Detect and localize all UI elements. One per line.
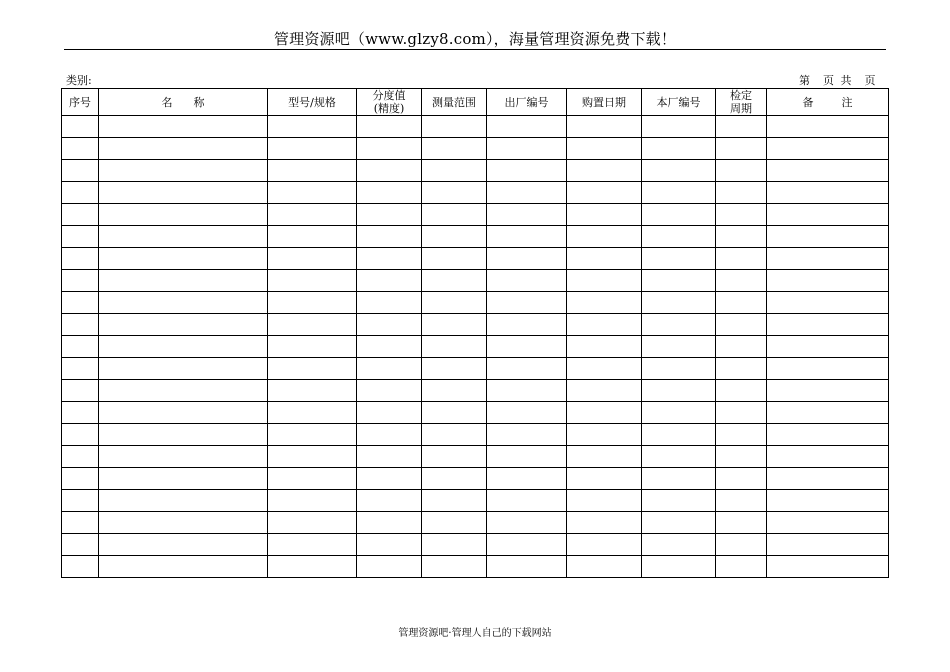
- table-cell: [767, 534, 889, 556]
- table-cell: [99, 380, 268, 402]
- table-cell: [716, 160, 767, 182]
- category-label: 类别:: [66, 74, 92, 87]
- table-cell: [357, 204, 422, 226]
- table-cell: [62, 138, 99, 160]
- table-row: [62, 380, 889, 402]
- table-cell: [357, 512, 422, 534]
- table-cell: [567, 182, 642, 204]
- table-cell: [357, 402, 422, 424]
- table-cell: [62, 490, 99, 512]
- table-cell: [422, 556, 487, 578]
- column-header-model-spec: 型号/规格: [268, 89, 357, 116]
- table-cell: [767, 336, 889, 358]
- table-cell: [99, 248, 268, 270]
- table-cell: [487, 336, 567, 358]
- table-cell: [422, 402, 487, 424]
- table-cell: [487, 160, 567, 182]
- table-cell: [487, 534, 567, 556]
- table-row: [62, 534, 889, 556]
- table-row: [62, 292, 889, 314]
- table-cell: [487, 248, 567, 270]
- table-cell: [716, 534, 767, 556]
- table-cell: [716, 402, 767, 424]
- table-row: [62, 314, 889, 336]
- table-cell: [642, 292, 716, 314]
- table-cell: [268, 402, 357, 424]
- table-cell: [62, 556, 99, 578]
- table-row: [62, 358, 889, 380]
- table-cell: [268, 270, 357, 292]
- table-row: [62, 182, 889, 204]
- table-cell: [422, 270, 487, 292]
- table-cell: [716, 248, 767, 270]
- table-cell: [487, 138, 567, 160]
- table-cell: [62, 314, 99, 336]
- table-cell: [357, 468, 422, 490]
- table-cell: [357, 226, 422, 248]
- page-footer: 管理资源吧·管理人自己的下载网站: [398, 628, 552, 639]
- table-cell: [357, 292, 422, 314]
- table-cell: [767, 380, 889, 402]
- table-cell: [357, 490, 422, 512]
- table-cell: [99, 556, 268, 578]
- table-cell: [268, 556, 357, 578]
- table-cell: [767, 468, 889, 490]
- table-cell: [268, 336, 357, 358]
- table-cell: [99, 468, 268, 490]
- table-cell: [642, 160, 716, 182]
- table-cell: [567, 270, 642, 292]
- table-cell: [567, 424, 642, 446]
- table-row: [62, 116, 889, 138]
- table-cell: [422, 490, 487, 512]
- table-cell: [767, 116, 889, 138]
- table-cell: [716, 380, 767, 402]
- table-row: [62, 446, 889, 468]
- table-cell: [767, 556, 889, 578]
- table-cell: [716, 358, 767, 380]
- table-cell: [268, 226, 357, 248]
- table-cell: [422, 116, 487, 138]
- table-cell: [487, 182, 567, 204]
- table-cell: [357, 182, 422, 204]
- column-header-calibration-period: [716, 89, 767, 116]
- table-cell: [716, 182, 767, 204]
- table-cell: [99, 314, 268, 336]
- column-header-calibration-line1: 检定: [730, 89, 752, 102]
- table-cell: [268, 534, 357, 556]
- table-cell: [567, 116, 642, 138]
- table-cell: [99, 424, 268, 446]
- table-cell: [487, 204, 567, 226]
- table-cell: [642, 556, 716, 578]
- table-cell: [642, 204, 716, 226]
- table-cell: [62, 160, 99, 182]
- table-cell: [268, 446, 357, 468]
- table-cell: [767, 358, 889, 380]
- table-cell: [716, 204, 767, 226]
- table-cell: [642, 138, 716, 160]
- table-cell: [99, 534, 268, 556]
- table-cell: [642, 490, 716, 512]
- table-body: [62, 116, 889, 578]
- table-cell: [357, 314, 422, 336]
- column-header-remarks: 备 注: [767, 89, 889, 116]
- table-cell: [99, 446, 268, 468]
- table-cell: [767, 160, 889, 182]
- table-cell: [567, 512, 642, 534]
- table-cell: [716, 556, 767, 578]
- table-cell: [642, 512, 716, 534]
- table-row: [62, 138, 889, 160]
- table-cell: [422, 468, 487, 490]
- table-cell: [62, 402, 99, 424]
- table-cell: [268, 490, 357, 512]
- table-cell: [767, 424, 889, 446]
- table-cell: [716, 226, 767, 248]
- table-cell: [62, 116, 99, 138]
- table-cell: [268, 424, 357, 446]
- table-cell: [99, 490, 268, 512]
- instrument-register-table: [61, 88, 889, 578]
- table-cell: [642, 182, 716, 204]
- table-cell: [767, 512, 889, 534]
- table-row: [62, 402, 889, 424]
- table-cell: [422, 160, 487, 182]
- table-cell: [62, 248, 99, 270]
- table-header-row: [62, 89, 889, 116]
- table-row: [62, 160, 889, 182]
- column-header-name: 名 称: [99, 89, 268, 116]
- table-cell: [642, 424, 716, 446]
- column-header-resolution: [357, 89, 422, 116]
- table-cell: [642, 270, 716, 292]
- table-cell: [642, 248, 716, 270]
- table-cell: [567, 138, 642, 160]
- table-cell: [62, 204, 99, 226]
- table-row: [62, 226, 889, 248]
- table-row: [62, 270, 889, 292]
- table-cell: [767, 270, 889, 292]
- table-cell: [642, 468, 716, 490]
- table-row: [62, 556, 889, 578]
- table-cell: [62, 292, 99, 314]
- table-cell: [422, 138, 487, 160]
- table-cell: [567, 380, 642, 402]
- table-cell: [642, 446, 716, 468]
- table-cell: [268, 292, 357, 314]
- table-row: [62, 204, 889, 226]
- table-cell: [767, 446, 889, 468]
- table-cell: [268, 138, 357, 160]
- table-cell: [487, 380, 567, 402]
- column-header-internal-number: 本厂编号: [642, 89, 716, 116]
- table-cell: [62, 380, 99, 402]
- table-cell: [567, 160, 642, 182]
- table-cell: [62, 182, 99, 204]
- table-cell: [99, 292, 268, 314]
- table-cell: [422, 512, 487, 534]
- table-cell: [62, 468, 99, 490]
- table-cell: [487, 314, 567, 336]
- table-cell: [422, 226, 487, 248]
- table-cell: [357, 336, 422, 358]
- table-cell: [487, 402, 567, 424]
- table-cell: [642, 336, 716, 358]
- table-cell: [716, 446, 767, 468]
- table-cell: [567, 248, 642, 270]
- table-cell: [422, 446, 487, 468]
- table-cell: [99, 116, 268, 138]
- table-cell: [567, 336, 642, 358]
- table-cell: [357, 248, 422, 270]
- table-cell: [422, 358, 487, 380]
- table-cell: [716, 314, 767, 336]
- table-cell: [268, 182, 357, 204]
- table-cell: [716, 116, 767, 138]
- table-cell: [268, 204, 357, 226]
- table-cell: [716, 424, 767, 446]
- table-cell: [642, 314, 716, 336]
- table-cell: [716, 336, 767, 358]
- table-cell: [62, 512, 99, 534]
- table-cell: [487, 446, 567, 468]
- table-row: [62, 336, 889, 358]
- table-cell: [422, 534, 487, 556]
- table-cell: [62, 424, 99, 446]
- table-row: [62, 512, 889, 534]
- table-cell: [99, 512, 268, 534]
- column-header-serial-no: 序号: [62, 89, 99, 116]
- table-cell: [567, 358, 642, 380]
- table-cell: [357, 380, 422, 402]
- table-cell: [487, 116, 567, 138]
- table-cell: [422, 314, 487, 336]
- table-cell: [99, 358, 268, 380]
- table-cell: [62, 534, 99, 556]
- table-cell: [642, 402, 716, 424]
- table-cell: [716, 270, 767, 292]
- table-cell: [487, 468, 567, 490]
- table-cell: [422, 336, 487, 358]
- table-cell: [62, 336, 99, 358]
- table-cell: [357, 534, 422, 556]
- table-row: [62, 490, 889, 512]
- table-cell: [716, 292, 767, 314]
- page-count-label: 第 页 共 页: [799, 74, 876, 87]
- table-cell: [487, 358, 567, 380]
- column-header-resolution-line2: (精度): [373, 102, 405, 115]
- table-cell: [99, 270, 268, 292]
- table-cell: [422, 292, 487, 314]
- table-cell: [99, 204, 268, 226]
- table-cell: [642, 534, 716, 556]
- table-cell: [567, 490, 642, 512]
- table-cell: [268, 468, 357, 490]
- table-cell: [357, 116, 422, 138]
- table-cell: [716, 490, 767, 512]
- table-cell: [268, 116, 357, 138]
- table-cell: [487, 424, 567, 446]
- table-cell: [642, 380, 716, 402]
- table-cell: [268, 314, 357, 336]
- table-cell: [716, 138, 767, 160]
- table-cell: [642, 116, 716, 138]
- table-cell: [767, 314, 889, 336]
- table-cell: [422, 424, 487, 446]
- table-cell: [767, 138, 889, 160]
- table-cell: [487, 512, 567, 534]
- table-cell: [567, 534, 642, 556]
- table-cell: [567, 468, 642, 490]
- table-cell: [268, 358, 357, 380]
- table-cell: [422, 182, 487, 204]
- table-cell: [268, 248, 357, 270]
- table-cell: [357, 446, 422, 468]
- table-cell: [487, 292, 567, 314]
- table-cell: [268, 160, 357, 182]
- column-header-factory-serial: 出厂编号: [487, 89, 567, 116]
- table-cell: [357, 138, 422, 160]
- table-cell: [567, 204, 642, 226]
- table-cell: [767, 248, 889, 270]
- column-header-resolution-line1: 分度值: [372, 89, 406, 102]
- table-cell: [567, 446, 642, 468]
- table-cell: [99, 226, 268, 248]
- header-divider: [64, 49, 886, 50]
- table-cell: [99, 138, 268, 160]
- table-cell: [422, 380, 487, 402]
- column-header-purchase-date: 购置日期: [567, 89, 642, 116]
- table-cell: [642, 226, 716, 248]
- table-cell: [767, 490, 889, 512]
- table-cell: [99, 182, 268, 204]
- column-header-calibration-line2: 周期: [730, 102, 752, 115]
- table-cell: [567, 292, 642, 314]
- table-cell: [567, 314, 642, 336]
- table-cell: [357, 556, 422, 578]
- table-cell: [357, 358, 422, 380]
- table-cell: [642, 358, 716, 380]
- table-cell: [487, 556, 567, 578]
- table-cell: [716, 512, 767, 534]
- table-cell: [62, 446, 99, 468]
- table-cell: [567, 556, 642, 578]
- table-cell: [357, 270, 422, 292]
- table-cell: [767, 204, 889, 226]
- table-cell: [767, 292, 889, 314]
- page-header-title: 管理资源吧（www.glzy8.com），海量管理资源免费下载！: [273, 30, 677, 48]
- table-cell: [487, 270, 567, 292]
- table-cell: [99, 336, 268, 358]
- table-cell: [62, 226, 99, 248]
- table-cell: [487, 490, 567, 512]
- table-cell: [357, 424, 422, 446]
- table-cell: [62, 358, 99, 380]
- table-cell: [357, 160, 422, 182]
- table-cell: [767, 182, 889, 204]
- table-cell: [99, 402, 268, 424]
- column-header-measuring-range: 测量范围: [422, 89, 487, 116]
- table-cell: [99, 160, 268, 182]
- table-cell: [62, 270, 99, 292]
- table-cell: [767, 402, 889, 424]
- table-row: [62, 424, 889, 446]
- table-cell: [268, 380, 357, 402]
- table-cell: [716, 468, 767, 490]
- table-row: [62, 248, 889, 270]
- table-cell: [567, 226, 642, 248]
- table-cell: [268, 512, 357, 534]
- table-cell: [422, 204, 487, 226]
- table-cell: [767, 226, 889, 248]
- table-cell: [567, 402, 642, 424]
- table-cell: [487, 226, 567, 248]
- table-cell: [422, 248, 487, 270]
- table-row: [62, 468, 889, 490]
